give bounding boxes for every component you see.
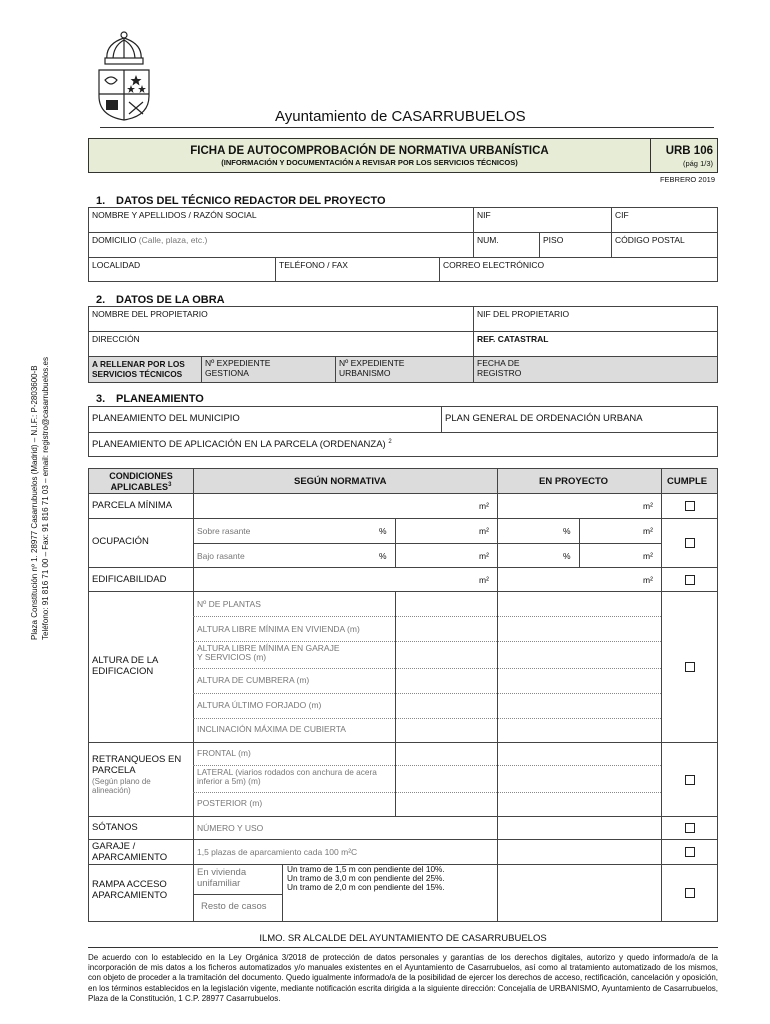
form-code: URB 106 [665, 145, 713, 157]
planeamiento-parcela-label[interactable]: PLANEAMIENTO DE APLICACIÓN EN LA PARCELA (ORDENANZA) $^2$ [92, 439, 392, 451]
section1-grid [88, 207, 718, 282]
bajo-rasante-proy-m2[interactable]: m² [643, 551, 653, 561]
garaje-cumple-checkbox[interactable] [685, 847, 695, 857]
retranqueos-label: RETRANQUEOS EN PARCELA (Según plano de alineación) [92, 754, 182, 796]
form-title: FICHA DE AUTOCOMPROBACIÓN DE NORMATIVA URBANÍSTICA [190, 145, 549, 157]
side-contact-text: Teléfono: 91 816 71 00 – Fax: 91 816 71 03 – email: registro@casarrubuelos.es [41, 357, 50, 640]
parcela-norma-unit[interactable]: m² [479, 501, 489, 511]
section1-title: 1. DATOS DEL TÉCNICO REDACTOR DEL PROYECTO [96, 195, 386, 207]
edificabilidad-label: EDIFICABILIDAD [92, 574, 167, 585]
edificabilidad-proy-unit[interactable]: m² [643, 575, 653, 585]
ref-catastral-field[interactable]: REF. CATASTRAL [477, 334, 549, 344]
bajo-rasante-m2[interactable]: m² [479, 551, 489, 561]
parcela-cumple-checkbox[interactable] [685, 501, 695, 511]
ocupacion-label: OCUPACIÓN [92, 536, 149, 547]
col-segun-normativa: SEGÚN NORMATIVA [294, 476, 387, 487]
retranqueo-lateral: LATERAL (viarios rodados con anchura de acera inferior a 5m) (m) [197, 767, 377, 787]
form-page: (pág 1/3) [682, 159, 713, 168]
edificabilidad-norma-unit[interactable]: m² [479, 575, 489, 585]
altura-cumple-checkbox[interactable] [685, 662, 695, 672]
exp-gestiona-field[interactable]: Nº EXPEDIENTE GESTIONA [205, 358, 271, 379]
planeamiento-municipio-value: PLAN GENERAL DE ORDENACIÓN URBANA [445, 413, 643, 424]
sobre-rasante-proy-pct[interactable]: % [563, 526, 571, 536]
altura-row-inclinacion: INCLINACIÓN MÁXIMA DE CUBIERTA [197, 724, 346, 734]
bajo-rasante-label: Bajo rasante [197, 551, 245, 561]
garaje-value: 1,5 plazas de aparcamiento cada 100 m²C [197, 847, 358, 857]
planeamiento-municipio-label: PLANEAMIENTO DEL MUNICIPIO [92, 413, 240, 424]
rampa-resto-label: Resto de casos [201, 901, 267, 912]
parcela-minima-label: PARCELA MÍNIMA [92, 500, 173, 511]
footer-rule [88, 947, 718, 948]
nombre-field[interactable]: NOMBRE Y APELLIDOS / RAZÓN SOCIAL [92, 210, 257, 220]
municipality-title: Ayuntamiento de CASARRUBUELOS [275, 108, 526, 125]
domicilio-field[interactable]: DOMICILIO (Calle, plaza, etc.) [92, 235, 208, 245]
form-header-box [88, 138, 718, 173]
correo-field[interactable]: CORREO ELECTRÓNICO [443, 260, 545, 270]
altura-label: ALTURA DE LA EDIFICACION [92, 655, 158, 677]
bajo-rasante-proy-pct[interactable]: % [563, 551, 571, 561]
sobre-rasante-label: Sobre rasante [197, 526, 251, 536]
nif-field[interactable]: NIF [477, 210, 491, 220]
altura-row-vivienda: ALTURA LIBRE MÍNIMA EN VIVIENDA (m) [197, 624, 360, 634]
section3-grid [88, 406, 718, 457]
conditions-table [88, 468, 718, 922]
sotanos-cumple-checkbox[interactable] [685, 823, 695, 833]
form-subtitle: (INFORMACIÓN Y DOCUMENTACIÓN A REVISAR POR LOS SERVICIOS TÉCNICOS) [221, 158, 518, 167]
side-address-text: Plaza Constitución nº 1. 28977 Casarrubuelos (Madrid) – N.I.F.: P-2803600-B [30, 365, 39, 640]
rampa-tramo-2: Un tramo de 3,0 m con pendiente del 25%. [287, 873, 445, 883]
altura-row-garaje: ALTURA LIBRE MÍNIMA EN GARAJE Y SERVICIOS (m) [197, 643, 340, 663]
retranqueo-posterior: POSTERIOR (m) [197, 798, 263, 808]
col-condiciones: CONDICIONES APLICABLES$^3$ [109, 471, 173, 492]
localidad-field[interactable]: LOCALIDAD [92, 260, 141, 270]
section2-title: 2. DATOS DE LA OBRA [96, 294, 225, 306]
sotanos-label: SÓTANOS [92, 822, 138, 833]
nif-propietario-field[interactable]: NIF DEL PROPIETARIO [477, 309, 570, 319]
telefono-field[interactable]: TELÉFONO / FAX [279, 260, 348, 270]
fecha-registro-field[interactable]: FECHA DE REGISTRO [477, 358, 522, 379]
retranqueos-cumple-checkbox[interactable] [685, 775, 695, 785]
num-field[interactable]: NUM. [477, 235, 499, 245]
rampa-label: RAMPA ACCESO APARCAMIENTO [92, 879, 168, 901]
retranqueo-frontal: FRONTAL (m) [197, 748, 251, 758]
section3-title: 3. PLANEAMIENTO [96, 393, 204, 405]
rampa-cumple-checkbox[interactable] [685, 888, 695, 898]
sobre-rasante-m2[interactable]: m² [479, 526, 489, 536]
rampa-vivienda-label: En vivienda unifamiliar [197, 867, 247, 889]
garaje-label: GARAJE / APARCAMIENTO [92, 841, 168, 863]
parcela-proy-unit[interactable]: m² [643, 501, 653, 511]
altura-row-plantas: Nº DE PLANTAS [197, 599, 261, 609]
col-en-proyecto: EN PROYECTO [539, 476, 608, 487]
altura-row-cumbrera: ALTURA DE CUMBRERA (m) [197, 675, 310, 685]
rampa-tramo-1: Un tramo de 1,5 m con pendiente del 10%. [287, 864, 445, 874]
col-cumple: CUMPLE [667, 476, 708, 487]
propietario-field[interactable]: NOMBRE DEL PROPIETARIO [92, 309, 208, 319]
footer-legal: De acuerdo con lo establecido en la Ley Orgánica 3/2018 de protección de datos personales y garantías de los derechos digitales, autorizo y quedo informado/a de la incorporación de mis datos a los ficheros automatizados y/o manuales existentes en el Ayuntamiento de Casarrubuelos, así como al tratamiento automatizado de los mismos, con objeto de proceder a la tramitación del documento. Quedo igualmente informado/a de la posibilidad de ejercer los derechos de acceso, rectificación, cancelación y oposición, en los términos establecidos en la legislación vigente, mediante notificación escrita dirigida a la siguiente dirección: Concejalía de URBANISMO, Ayuntamiento de Casarrubuelos, Plaza de la Constitución, 1 C.P. 28977 Casarrubuelos. [88, 953, 718, 1003]
exp-urbanismo-field[interactable]: Nº EXPEDIENTE URBANISMO [339, 358, 405, 379]
rellenar-label: A RELLENAR POR LOS SERVICIOS TÉCNICOS [92, 359, 185, 379]
rampa-tramo-3: Un tramo de 2,0 m con pendiente del 15%. [287, 882, 445, 892]
coat-of-arms-logo [93, 30, 155, 122]
form-date: FEBRERO 2019 [659, 175, 715, 184]
bajo-rasante-pct[interactable]: % [379, 551, 387, 561]
ocupacion-cumple-checkbox[interactable] [685, 538, 695, 548]
piso-field[interactable]: PISO [543, 235, 564, 245]
sobre-rasante-pct[interactable]: % [379, 526, 387, 536]
direccion-field[interactable]: DIRECCIÓN [92, 334, 140, 344]
footer-addressee: ILMO. SR ALCALDE DEL AYUNTAMIENTO DE CASARRUBUELOS [259, 933, 547, 944]
heading-rule [100, 127, 714, 128]
sotanos-value: NÚMERO Y USO [197, 823, 264, 833]
cp-field[interactable]: CÓDIGO POSTAL [615, 235, 685, 245]
sobre-rasante-proy-m2[interactable]: m² [643, 526, 653, 536]
section2-grid [88, 306, 718, 383]
edificabilidad-cumple-checkbox[interactable] [685, 575, 695, 585]
cif-field[interactable]: CIF [615, 210, 629, 220]
altura-row-forjado: ALTURA ÚLTIMO FORJADO (m) [197, 700, 322, 710]
